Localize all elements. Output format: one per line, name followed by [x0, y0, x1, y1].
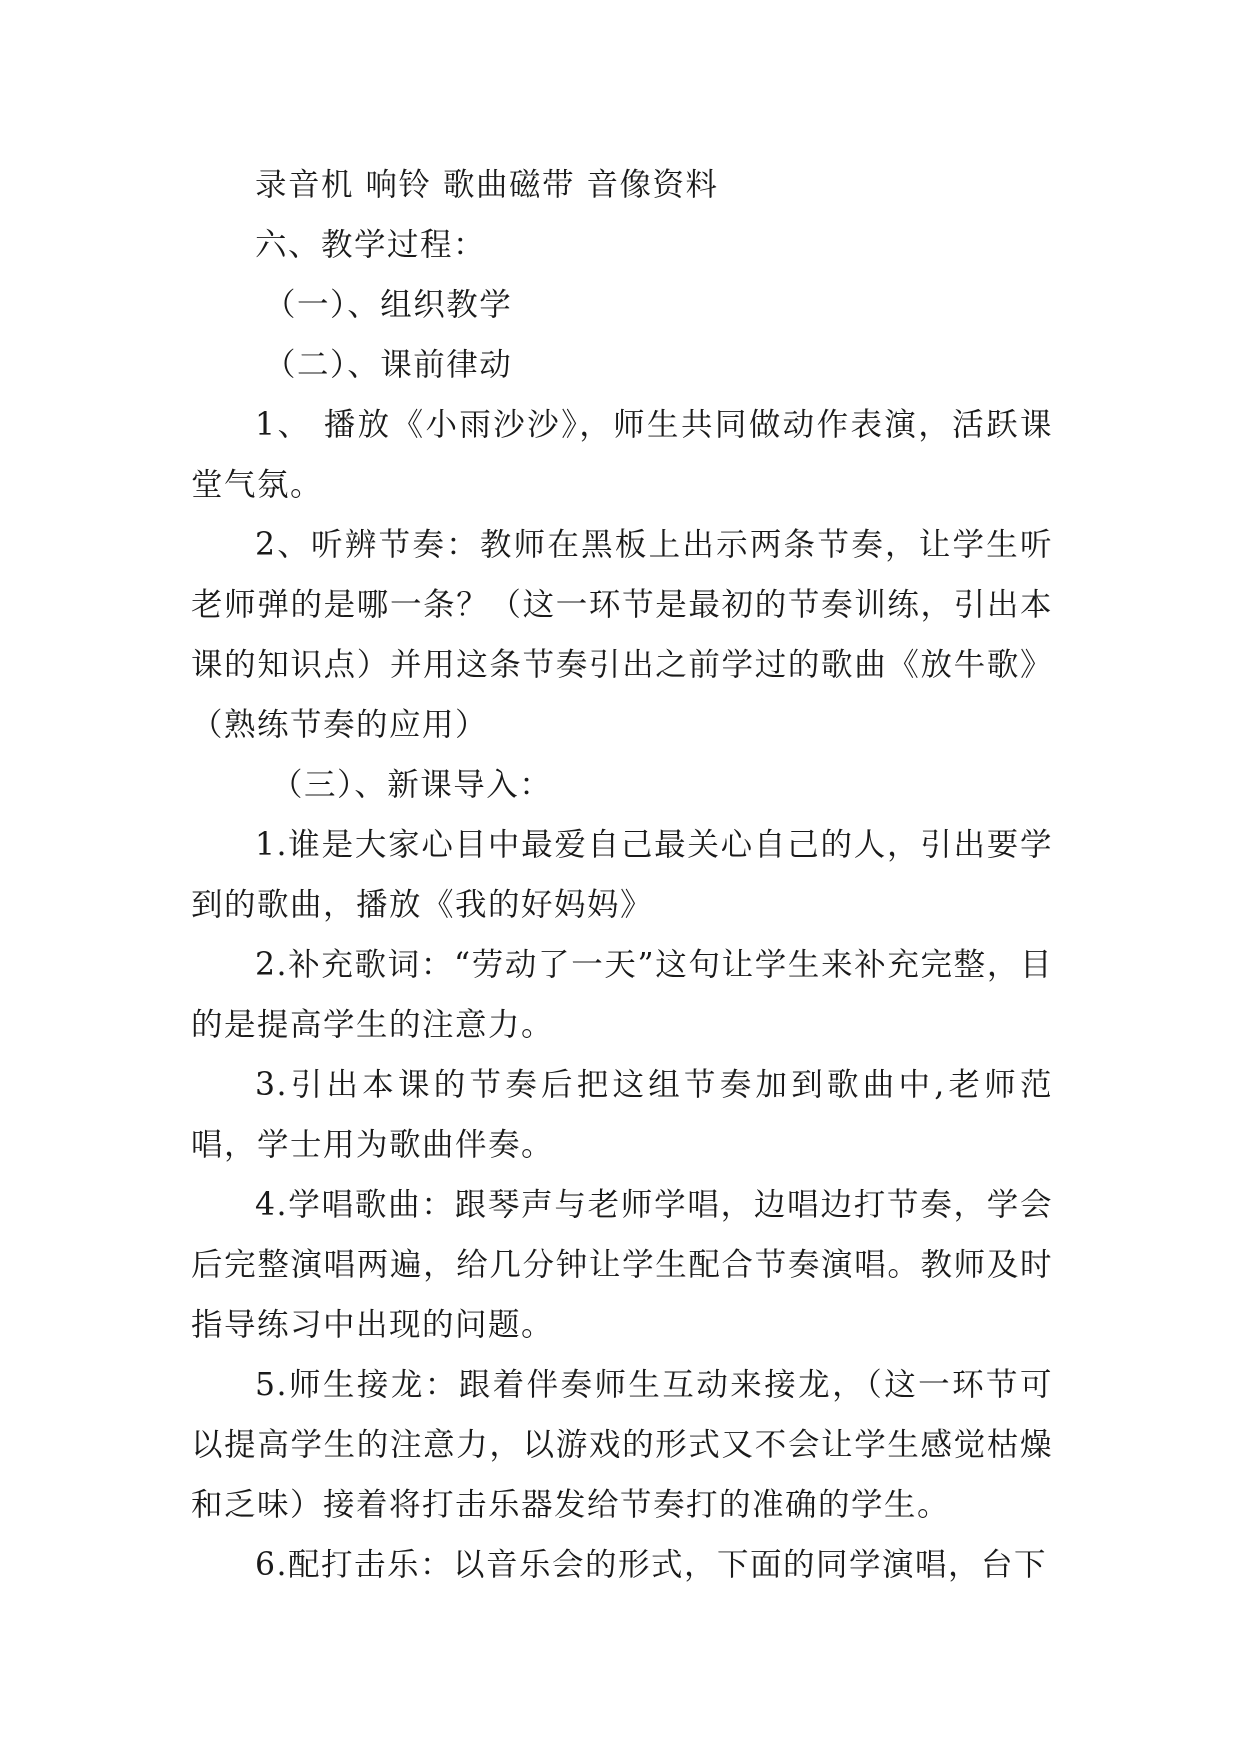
subheading-new-lesson-intro: （三）、新课导入：	[271, 767, 553, 803]
paragraph-step-4: 4.学唱歌曲：跟琴声与老师学唱，边唱边打节奏，学会后完整演唱两遍，给几分钟让学生配合节奏演唱。教师及时指导练习中出现的问题。	[191, 1187, 1053, 1343]
document-body	[191, 155, 1053, 1595]
section-heading-teaching-process: 六、教学过程：	[255, 227, 487, 263]
paragraph-item-1: 1、 播放《小雨沙沙》，师生共同做动作表演，活跃课堂气氛。	[191, 407, 1053, 503]
materials-line: 录音机 响铃 歌曲磁带 音像资料	[255, 167, 719, 203]
subheading-pre-class-rhythm: （二）、课前律动	[264, 347, 513, 383]
paragraph-step-2: 2.补充歌词：“劳动了一天”这句让学生来补充完整，目的是提高学生的注意力。	[191, 947, 1053, 1043]
paragraph-item-2: 2、听辨节奏：教师在黑板上出示两条节奏，让学生听老师弹的是哪一条？（这一环节是最初的节奏训练，引出本课的知识点）并用这条节奏引出之前学过的歌曲《放牛歌》（熟练节奏的应用）	[191, 527, 1053, 743]
paragraph-step-1: 1.谁是大家心目中最爱自己最关心自己的人，引出要学到的歌曲，播放《我的好妈妈》	[191, 827, 1053, 923]
subheading-organize-teaching: （一）、组织教学	[264, 287, 513, 323]
paragraph-step-6: 6.配打击乐：以音乐会的形式，下面的同学演唱，台下	[255, 1547, 1048, 1583]
paragraph-step-3: 3.引出本课的节奏后把这组节奏加到歌曲中,老师范唱，学士用为歌曲伴奏。	[191, 1067, 1053, 1163]
paragraph-step-5: 5.师生接龙：跟着伴奏师生互动来接龙，（这一环节可以提高学生的注意力，以游戏的形式又不会让学生感觉枯燥和乏味）接着将打击乐器发给节奏打的准确的学生。	[191, 1367, 1053, 1523]
